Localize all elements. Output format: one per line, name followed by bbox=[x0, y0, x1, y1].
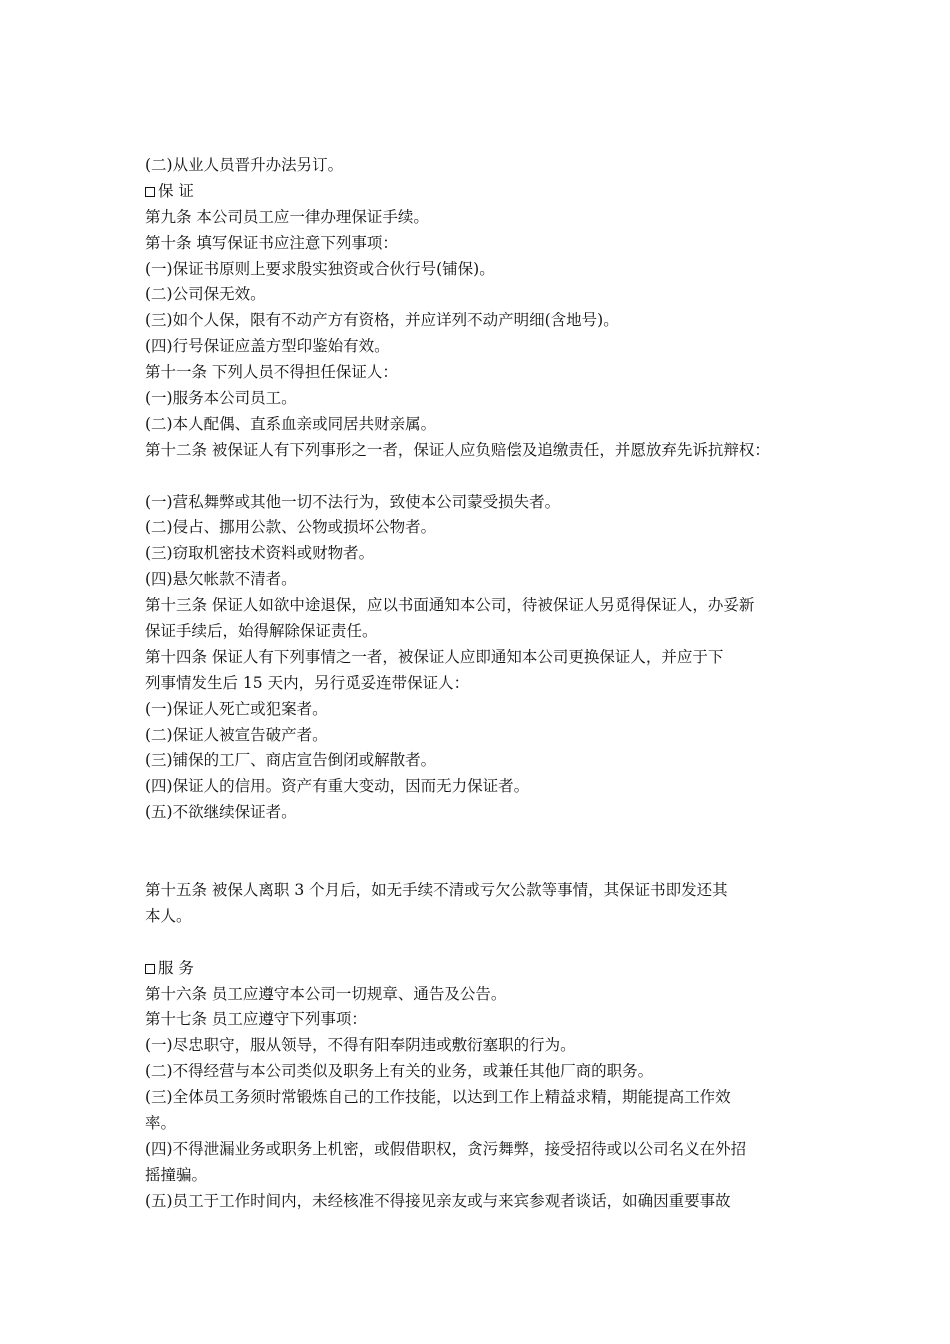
document-body bbox=[145, 153, 825, 1215]
blank-line bbox=[145, 930, 825, 956]
clause-line: (一)尽忠职守，服从领导，不得有阳奉阴违或敷衍塞职的行为。 bbox=[145, 1036, 576, 1055]
clause-line: (三)铺保的工厂、商店宣告倒闭或解散者。 bbox=[145, 751, 437, 770]
clause-line: (二)侵占、挪用公款、公物或损坏公物者。 bbox=[145, 518, 437, 537]
clause-line: 第十条 填写保证书应注意下列事项： bbox=[145, 233, 398, 252]
clause-line: 第十三条 保证人如欲中途退保，应以书面通知本公司，待被保证人另觅得保证人，办妥新 bbox=[145, 596, 755, 615]
clause-line: (三)窃取机密技术资料或财物者。 bbox=[145, 544, 375, 563]
clause-line: (三)如个人保，限有不动产方有资格，并应详列不动产明细(含地号)。 bbox=[145, 311, 619, 330]
clause-line: (二)从业人员晋升办法另订。 bbox=[145, 156, 344, 174]
checkbox-square-icon bbox=[145, 187, 155, 197]
clause-line: (一)服务本公司员工。 bbox=[145, 389, 297, 408]
blank-line bbox=[145, 852, 825, 878]
clause-line: (二)保证人被宣告破产者。 bbox=[145, 725, 328, 744]
clause-line: (二)本人配偶、直系血亲或同居共财亲属。 bbox=[145, 414, 437, 433]
clause-line: (一)营私舞弊或其他一切不法行为，致使本公司蒙受损失者。 bbox=[145, 492, 561, 511]
blank-line bbox=[145, 464, 825, 490]
clause-line: 第十七条 员工应遵守下列事项： bbox=[145, 1010, 367, 1029]
clause-line: (一)保证人死亡或犯案者。 bbox=[145, 699, 328, 718]
clause-line: 第九条 本公司员工应一律办理保证手续。 bbox=[145, 207, 429, 226]
clause-line: 保证手续后，始得解除保证责任。 bbox=[145, 622, 378, 641]
clause-line: (一)保证书原则上要求殷实独资或合伙行号(铺保)。 bbox=[145, 259, 495, 278]
clause-line: 摇撞骗。 bbox=[145, 1165, 208, 1184]
clause-line: 列事情发生后 15 天内，另行觅妥连带保证人： bbox=[145, 673, 470, 692]
clause-line: 第十一条 下列人员不得担任保证人： bbox=[145, 363, 398, 382]
checkbox-square-icon bbox=[145, 964, 155, 974]
clause-line: (四)不得泄漏业务或职务上机密，或假借职权，贪污舞弊，接受招待或以公司名义在外招 bbox=[145, 1139, 747, 1158]
section-heading-guarantee bbox=[145, 179, 825, 205]
clause-line: (五)不欲继续保证者。 bbox=[145, 803, 297, 822]
section-heading-label: 服 务 bbox=[158, 958, 194, 977]
clause-line: 第十五条 被保人离职 3 个月后，如无手续不清或亏欠公款等事情，其保证书即发还其 bbox=[145, 880, 728, 899]
clause-line: 本人。 bbox=[145, 906, 192, 925]
blank-line bbox=[145, 826, 825, 852]
clause-line: (四)保证人的信用。资产有重大变动，因而无力保证者。 bbox=[145, 777, 530, 796]
clause-line: (二)公司保无效。 bbox=[145, 285, 266, 304]
clause-line: (五)员工于工作时间内，未经核准不得接见亲友或与来宾参观者谈话，如确因重要事故 bbox=[145, 1191, 731, 1210]
section-heading-service bbox=[145, 956, 825, 982]
clause-line: (二)不得经营与本公司类似及职务上有关的业务，或兼任其他厂商的职务。 bbox=[145, 1062, 654, 1081]
clause-line: (四)悬欠帐款不清者。 bbox=[145, 570, 297, 589]
clause-line: 率。 bbox=[145, 1113, 177, 1132]
section-heading-label: 保 证 bbox=[158, 181, 194, 200]
clause-line: 第十二条 被保证人有下列事形之一者，保证人应负赔偿及追缴责任，并愿放弃先诉抗辩权： bbox=[145, 440, 770, 459]
clause-line: 第十四条 保证人有下列事情之一者，被保证人应即通知本公司更换保证人，并应于下 bbox=[145, 647, 724, 666]
clause-line: 第十六条 员工应遵守本公司一切规章、通告及公告。 bbox=[145, 984, 507, 1003]
clause-line: (三)全体员工务须时常锻炼自己的工作技能，以达到工作上精益求精，期能提高工作效 bbox=[145, 1088, 731, 1107]
clause-line: (四)行号保证应盖方型印鉴始有效。 bbox=[145, 337, 390, 356]
